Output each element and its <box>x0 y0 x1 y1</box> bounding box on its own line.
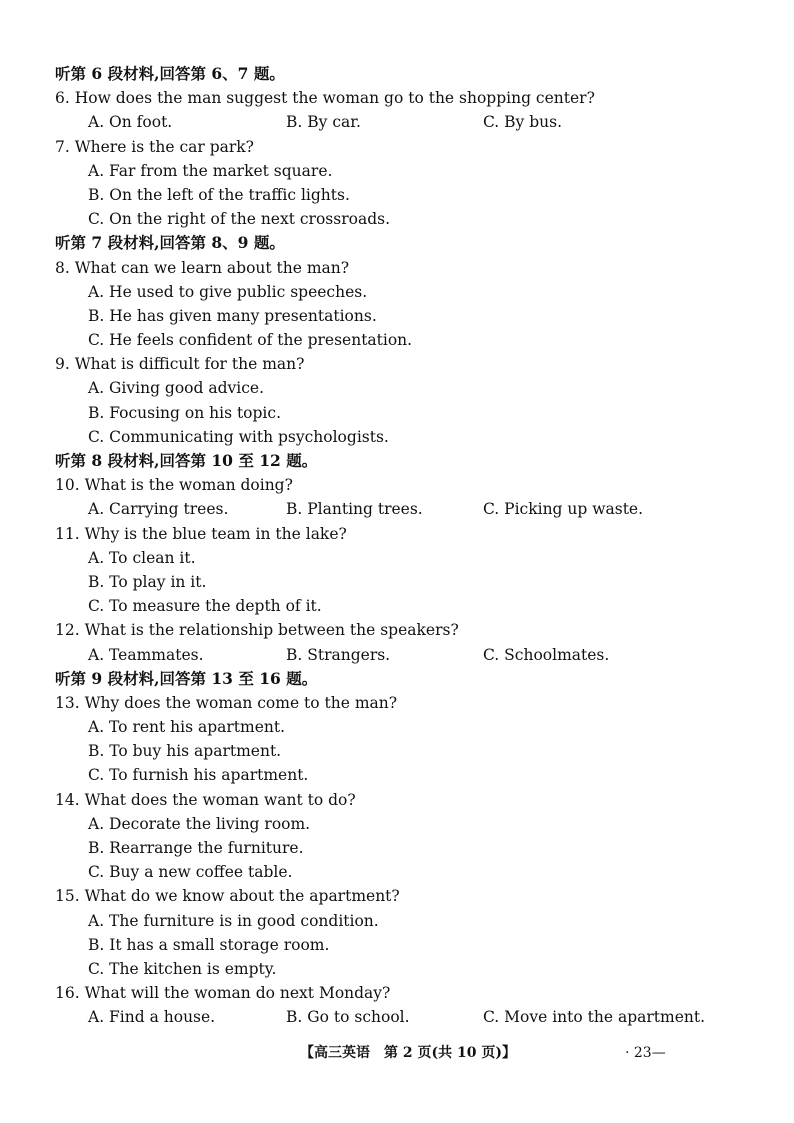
option: B. Planting trees. <box>286 500 423 519</box>
option: C. On the right of the next crossroads. <box>88 210 390 229</box>
question-stem: 8. What can we learn about the man? <box>55 258 350 277</box>
question-stem: 16. What will the woman do next Monday? <box>55 984 391 1003</box>
option: B. It has a small storage room. <box>88 935 330 954</box>
option: B. Strangers. <box>286 645 391 664</box>
section-heading: 听第 7 段材料,回答第 8、9 题。 <box>55 233 285 253</box>
footer-title: 【高三英语 第 2 页(共 10 页)】 <box>300 1045 516 1061</box>
options-row <box>55 643 775 667</box>
option: A. Carrying trees. <box>88 500 229 519</box>
option: C. Buy a new coffee table. <box>88 863 293 882</box>
option: B. Rearrange the furniture. <box>88 839 304 857</box>
question-stem: 9. What is difficult for the man? <box>55 355 305 374</box>
option: C. By bus. <box>483 113 563 132</box>
question-stem: 10. What is the woman doing? <box>55 476 293 495</box>
option: C. Schoolmates. <box>483 645 610 664</box>
option: B. Focusing on his topic. <box>88 403 282 422</box>
option: C. Move into the apartment. <box>483 1008 706 1027</box>
option: A. Giving good advice. <box>88 379 265 398</box>
option: A. To rent his apartment. <box>88 718 286 737</box>
option: B. He has given many presentations. <box>88 306 377 325</box>
option: C. To furnish his apartment. <box>88 766 309 785</box>
option: B. By car. <box>286 113 361 132</box>
question-stem: 7. Where is the car park? <box>55 137 254 156</box>
option: A. To clean it. <box>88 548 196 567</box>
option: A. Find a house. <box>88 1008 216 1027</box>
question-stem: 14. What does the woman want to do? <box>55 790 356 809</box>
option: A. Teammates. <box>88 645 204 664</box>
section-heading: 听第 9 段材料,回答第 13 至 16 题。 <box>55 668 318 688</box>
option: C. Communicating with psychologists. <box>88 427 389 446</box>
exam-page <box>55 62 775 1030</box>
options-row <box>55 497 775 521</box>
section-heading: 听第 8 段材料,回答第 10 至 12 题。 <box>55 451 318 470</box>
option: A. On foot. <box>88 113 173 132</box>
section-heading: 听第 6 段材料,回答第 6、7 题。 <box>55 64 285 83</box>
option: B. On the left of the traffic lights. <box>88 185 350 204</box>
option: C. Picking up waste. <box>483 500 644 519</box>
question-stem: 13. Why does the woman come to the man? <box>55 693 398 712</box>
option: A. Far from the market square. <box>88 161 333 180</box>
option: C. To measure the depth of it. <box>88 597 322 616</box>
option: B. Go to school. <box>286 1008 410 1027</box>
question-stem: 6. How does the man suggest the woman go to the shopping center? <box>55 89 595 108</box>
question-stem: 11. Why is the blue team in the lake? <box>55 524 347 543</box>
option: A. The furniture is in good condition. <box>88 911 379 930</box>
question-stem: 15. What do we know about the apartment? <box>55 887 400 906</box>
options-row <box>55 1005 775 1029</box>
question-stem: 12. What is the relationship between the speakers? <box>55 621 459 640</box>
option: C. The kitchen is empty. <box>88 959 277 978</box>
option: B. To buy his apartment. <box>88 742 282 761</box>
option: A. Decorate the living room. <box>88 814 311 833</box>
option: A. He used to give public speeches. <box>88 282 368 301</box>
option: B. To play in it. <box>88 572 207 591</box>
option: C. He feels confident of the presentation. <box>88 331 413 350</box>
footer-code: · 23— <box>625 1045 666 1061</box>
page-footer <box>0 1040 794 1066</box>
options-row <box>55 110 775 134</box>
